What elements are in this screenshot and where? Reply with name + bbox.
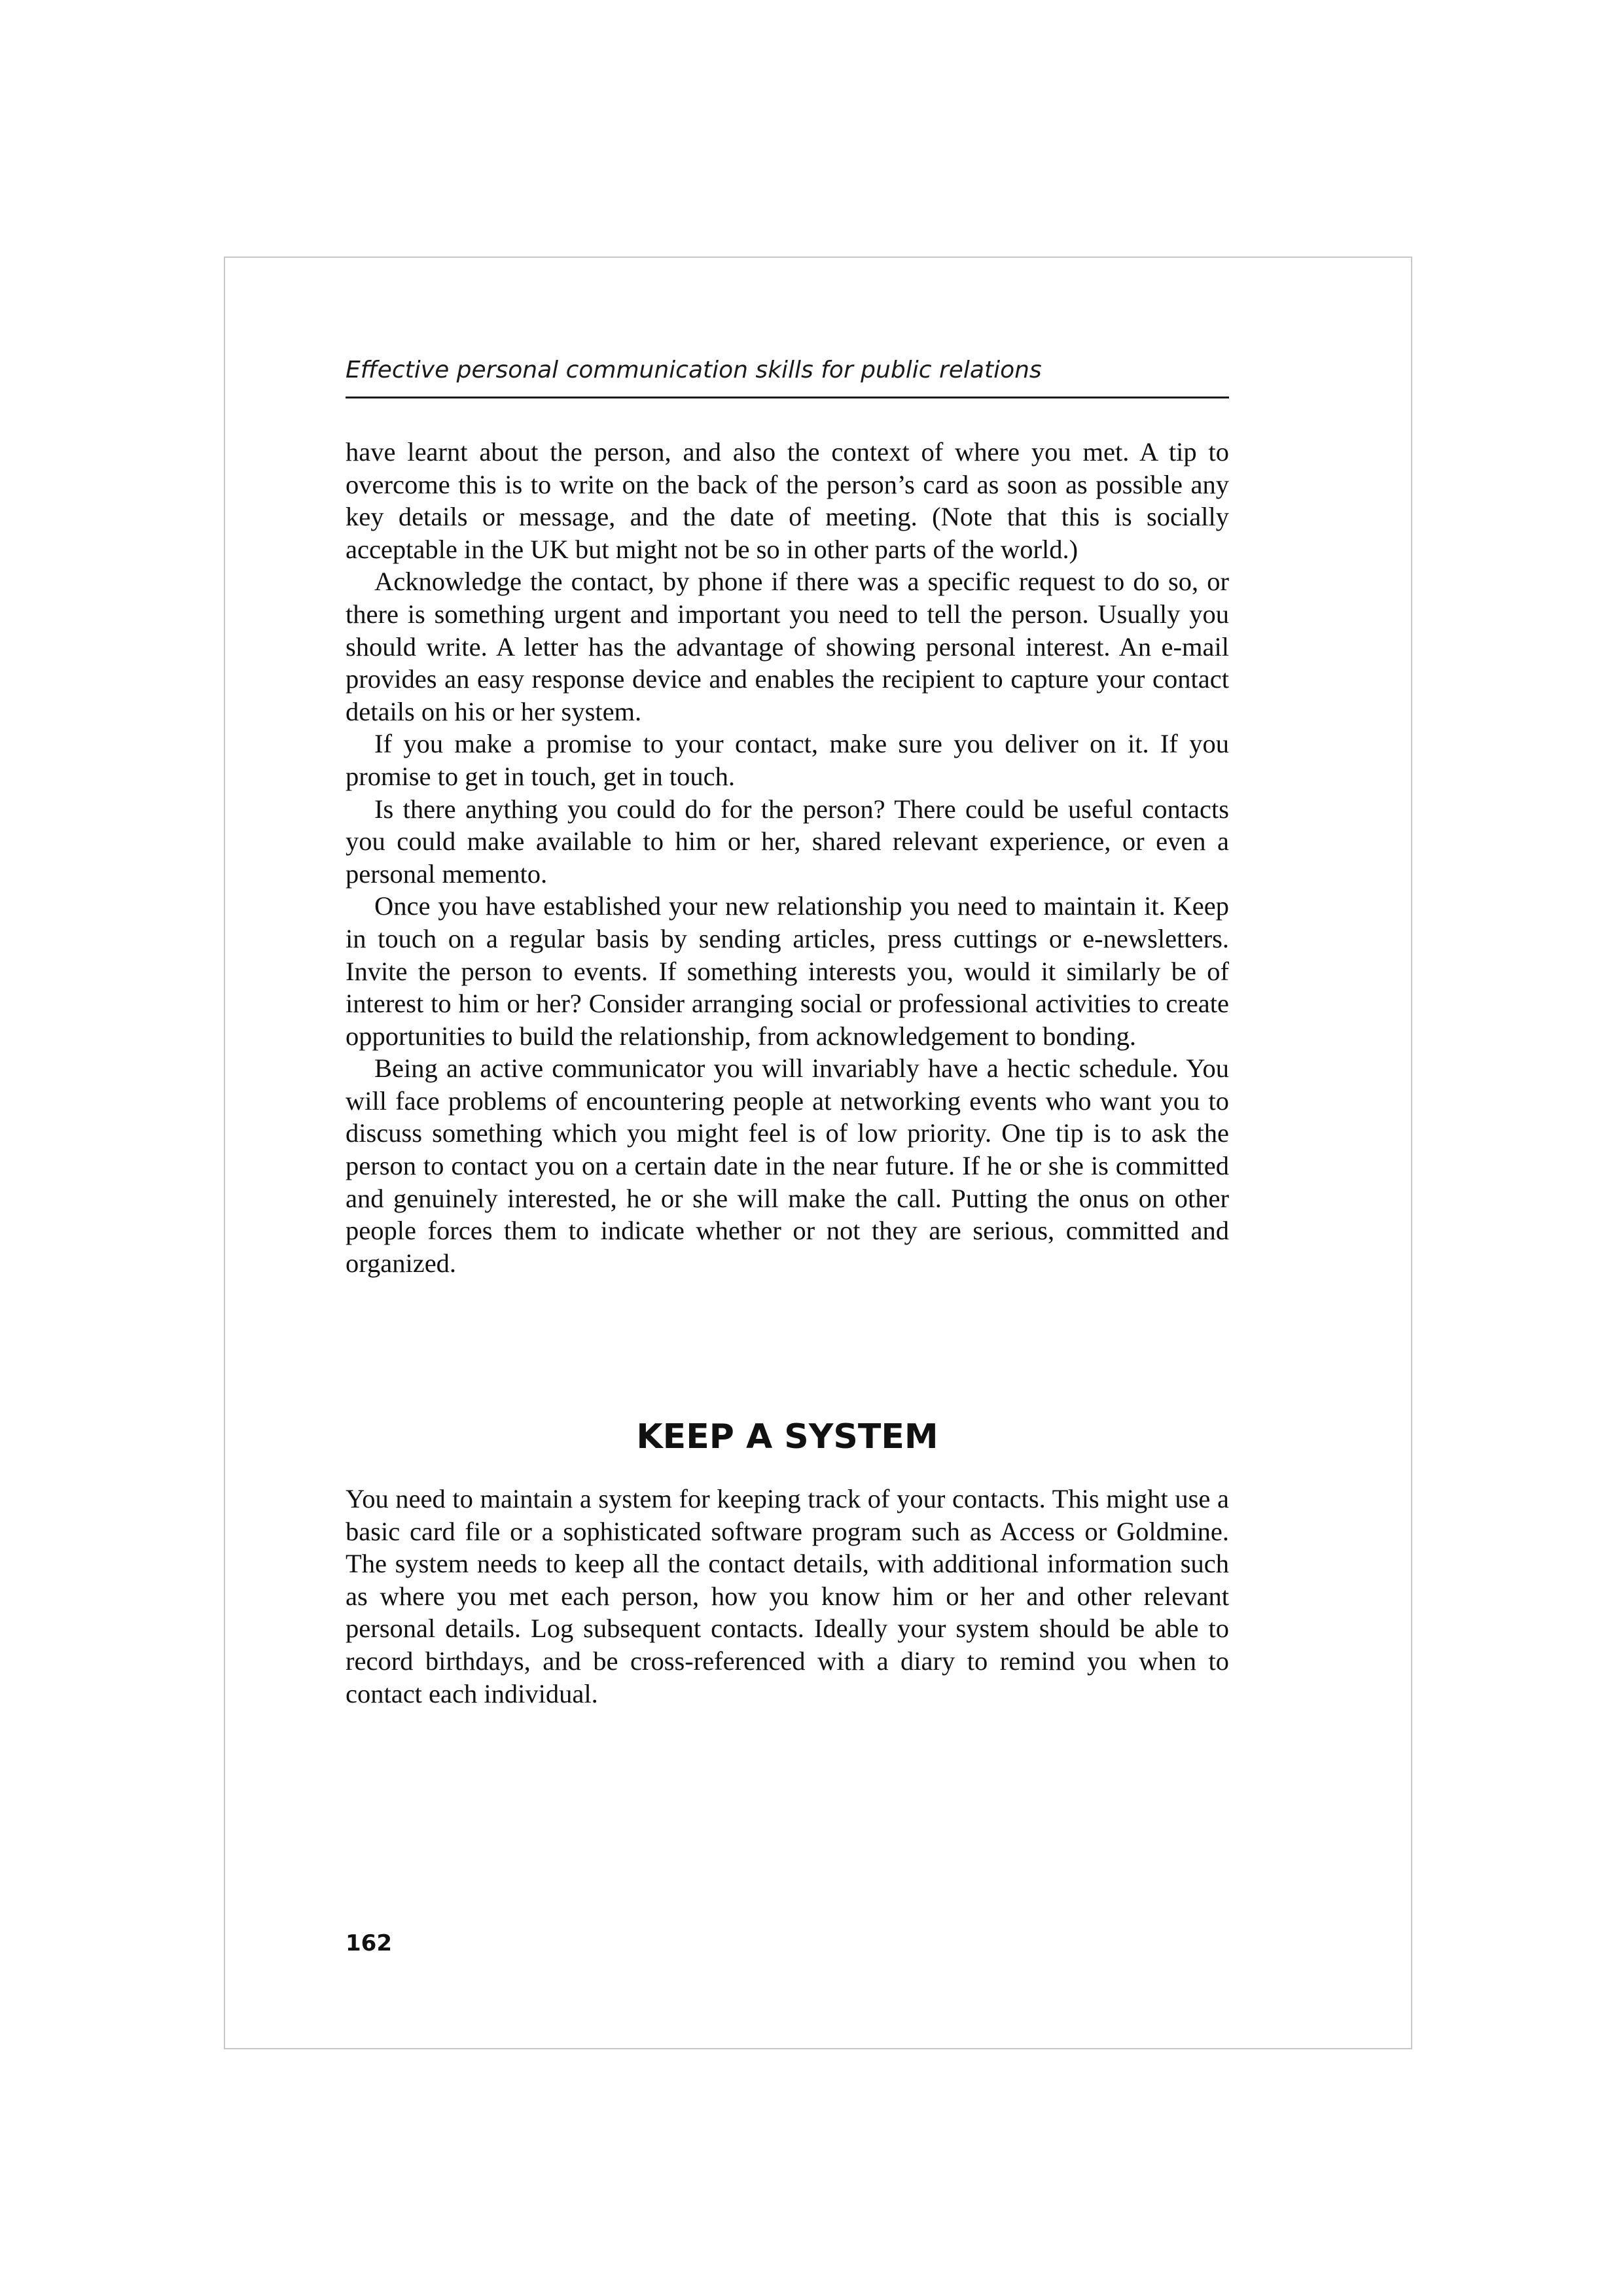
continued-text <box>346 436 1229 1279</box>
paragraph: Is there anything you could do for the person? There could be useful contacts you could make available to him or her, shared relevant experience, or even a personal memento. <box>346 794 1229 889</box>
paragraph: Once you have established your new relationship you need to maintain it. Keep in touch on a regular basis by sending articles, press cuttings or e-newsletters. Invite the person to events. If something interests you, would it similarly be of interest to him or her? Consider arranging social or professional activities to create opportunities to build the relationship, from acknowledgement to bonding. <box>346 891 1229 1051</box>
paragraph: You need to maintain a system for keeping track of your contacts. This might use a basic card file or a sophisticated software program such as Access or Goldmine. The system needs to keep all the contact details, with additional information such as where you met each person, how you know him or her and other relevant personal details. Log subsequent contacts. Ideally your system should be able to record birthdays, and be cross-referenced with a diary to remind you when to contact each individual. <box>346 1484 1229 1708</box>
section-text <box>346 1483 1229 1710</box>
page-number: 162 <box>346 1930 392 1956</box>
section-heading: KEEP A SYSTEM <box>636 1417 938 1457</box>
paragraph: If you make a promise to your contact, make sure you deliver on it. If you promise to get in touch, get in touch. <box>346 729 1229 791</box>
running-head: Effective personal communication skills for public relations <box>346 357 1042 383</box>
paragraph: Being an active communicator you will invariably have a hectic schedule. You will face problems of encountering people at networking events who want you to discuss something which you might feel is of low priority. One tip is to ask the person to contact you on a certain date in the near future. If he or she is committed and genuinely interested, he or she will make the call. Putting the onus on other people forces them to indicate whether or not they are serious, committed and organized. <box>346 1053 1229 1278</box>
paragraph: Acknowledge the contact, by phone if there was a specific request to do so, or there is something urgent and important you need to tell the person. Usually you should write. A letter has the advantage of showing personal interest. An e-mail provides an easy response device and enables the recipient to capture your contact details on his or her system. <box>346 567 1229 726</box>
paragraph: have learnt about the person, and also the context of where you met. A tip to overcome this is to write on the back of the person’s card as soon as possible any key details or message, and the date of meeting. (Note that this is socially acceptable in the UK but might not be so in other parts of the world.) <box>346 437 1229 564</box>
header-rule <box>346 397 1229 398</box>
